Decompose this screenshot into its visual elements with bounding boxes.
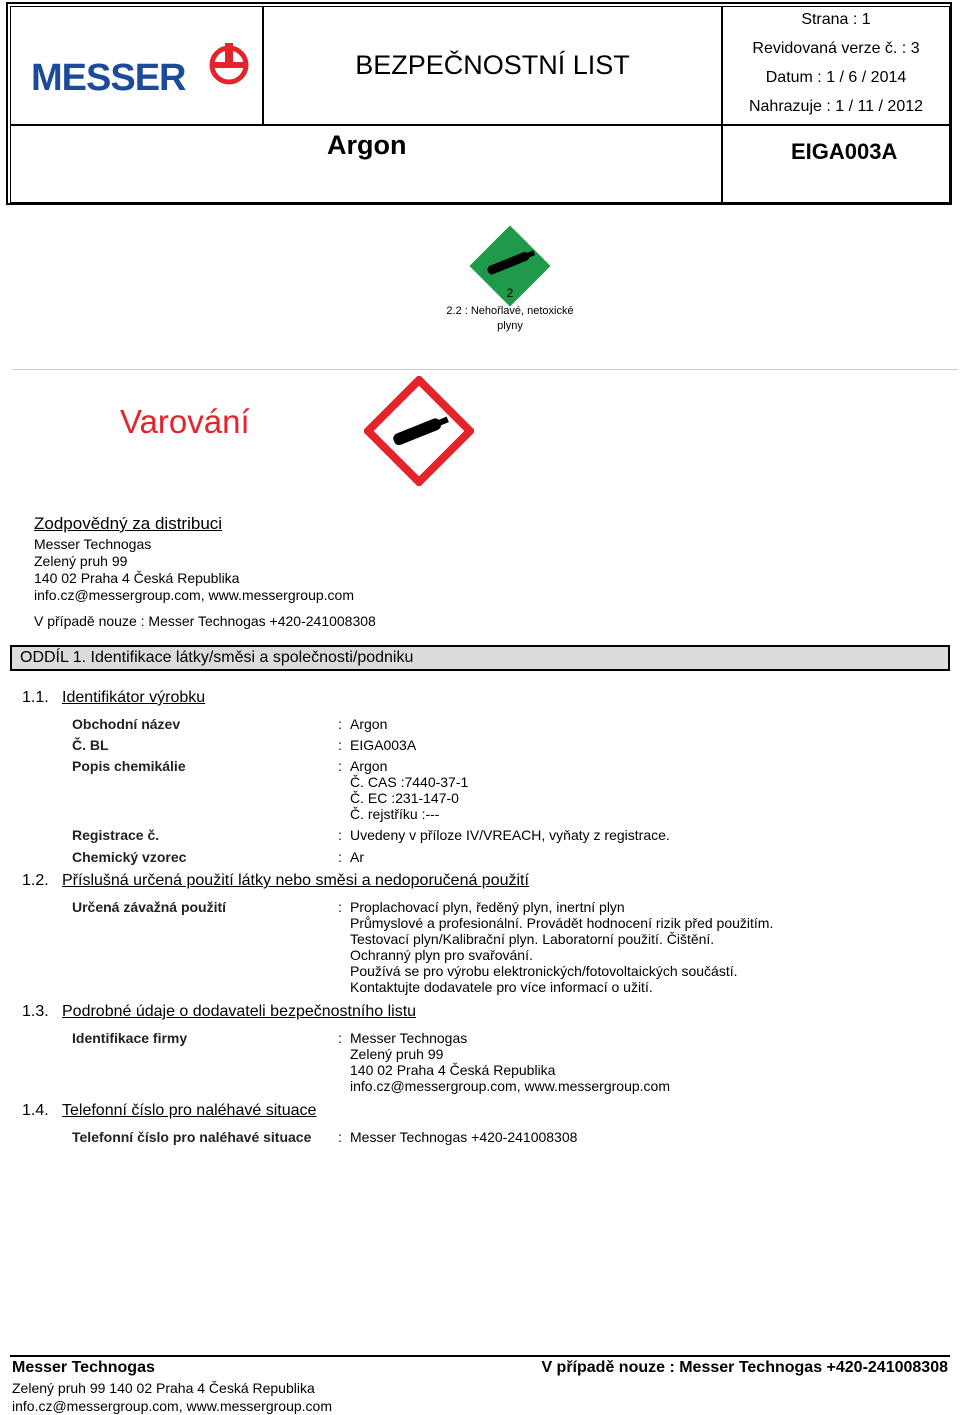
company-identification-value [350, 1030, 670, 1094]
chemical-description-line: Č. rejstříku :--- [350, 806, 440, 822]
registration-value: Uvedeny v příloze IV/VREACH, vyňaty z registrace. [350, 827, 670, 843]
sds-number-value: EIGA003A [350, 737, 417, 753]
messer-logo-text: MESSER [31, 57, 186, 99]
subsection-1-3 [22, 1003, 416, 1021]
subsection-title: Telefonní číslo pro naléhavé situace [62, 1102, 317, 1119]
footer-divider [10, 1355, 950, 1357]
product-name: Argon [327, 130, 407, 160]
company-line: 140 02 Praha 4 Česká Republika [350, 1062, 556, 1078]
transport-label-line1: 2.2 : Nehořlavé, netoxické [446, 305, 574, 317]
distributor-line: 140 02 Praha 4 Česká Republika [34, 570, 240, 586]
signal-word: Varování [120, 403, 250, 440]
subsection-number: 1.3. [22, 1003, 49, 1020]
colon: : [338, 716, 342, 732]
chemical-formula-label: Chemický vzorec [72, 849, 187, 865]
distributor-line: info.cz@messergroup.com, www.messergroup.com [34, 587, 354, 603]
chemical-description-line: Č. EC :231-147-0 [350, 790, 459, 806]
identified-uses-label: Určená závažná použití [72, 899, 227, 915]
registration-label: Registrace č. [72, 827, 160, 843]
company-line: Messer Technogas [350, 1030, 468, 1046]
colon: : [338, 827, 342, 843]
use-line: Kontaktujte dodavatele pro více informací o užití. [350, 979, 653, 995]
subsection-title: Podrobné údaje o dodavateli bezpečnostního listu [62, 1003, 417, 1020]
supersedes-date: Nahrazuje : 1 / 11 / 2012 [748, 98, 924, 115]
document-meta [722, 6, 950, 125]
footer-emergency: V případě nouze : Messer Technogas +420-241008308 [541, 1359, 948, 1376]
use-line: Průmyslové a profesionální. Provádět hodnocení rizik před použitím. [350, 915, 774, 931]
emergency-phone-label: Telefonní číslo pro naléhavé situace [72, 1129, 312, 1145]
company-identification-label: Identifikace firmy [72, 1030, 188, 1046]
chemical-description-value [350, 758, 468, 822]
colon: : [338, 849, 342, 865]
transport-label-line2: plyny [497, 320, 523, 332]
subsection-number: 1.2. [22, 872, 49, 889]
distributor-line: Messer Technogas [34, 536, 152, 552]
logo-cell [10, 6, 263, 125]
trade-name-value: Argon [350, 716, 388, 732]
subsection-title: Identifikátor výrobku [62, 689, 206, 706]
ghs-gas-cylinder-icon [364, 376, 474, 486]
colon: : [338, 1129, 342, 1145]
identified-uses-value [350, 899, 773, 995]
colon: : [338, 758, 342, 774]
use-line: Používá se pro výrobu elektronických/fotovoltaických součástí. [350, 963, 738, 979]
section-1-title: ODDÍL 1. Identifikace látky/směsi a společnosti/podniku [10, 645, 950, 671]
chemical-formula-value: Ar [350, 849, 364, 865]
footer-address: Zelený pruh 99 140 02 Praha 4 Česká Republika [12, 1380, 315, 1396]
footer-address-block [12, 1379, 332, 1415]
sds-number-label: Č. BL [72, 737, 109, 753]
colon: : [338, 737, 342, 753]
company-line: Zelený pruh 99 [350, 1046, 444, 1062]
subsection-title: Příslušná určená použití látky nebo směsi a nedoporučená použití [62, 872, 529, 889]
company-line: info.cz@messergroup.com, www.messergroup.com [350, 1078, 670, 1094]
emergency-contact: V případě nouze : Messer Technogas +420-241008308 [34, 613, 376, 629]
separator [12, 369, 958, 370]
document-title: BEZPEČNOSTNÍ LIST [263, 6, 722, 125]
chemical-description-line: Č. CAS :7440-37-1 [350, 774, 469, 790]
footer-web: info.cz@messergroup.com, www.messergroup.com [12, 1398, 332, 1414]
sds-header [6, 2, 952, 205]
product-name-cell [10, 125, 722, 203]
chemical-description-line: Argon [350, 758, 388, 774]
distributor-line: Zelený pruh 99 [34, 553, 128, 569]
use-line: Proplachovací plyn, ředěný plyn, inertní plyn [350, 899, 625, 915]
product-code-cell [722, 125, 950, 203]
distributor-heading: Zodpovědný za distribuci [34, 514, 223, 533]
colon: : [338, 1030, 342, 1046]
use-line: Testovací plyn/Kalibrační plyn. Laboratorní použití. Čištění. [350, 931, 715, 947]
transport-label [420, 304, 600, 334]
page-number: Strana : 1 [801, 11, 871, 28]
distributor-block [34, 512, 354, 604]
subsection-1-2 [22, 872, 529, 890]
issue-date: Datum : 1 / 6 / 2014 [765, 69, 907, 86]
colon: : [338, 899, 342, 915]
subsection-number: 1.4. [22, 1102, 49, 1119]
messer-logo-icon [209, 41, 249, 85]
subsection-number: 1.1. [22, 689, 49, 706]
transport-class-number: 2 [506, 286, 514, 300]
chemical-description-label: Popis chemikálie [72, 758, 186, 774]
use-line: Ochranný plyn pro svařování. [350, 947, 533, 963]
trade-name-label: Obchodní název [72, 716, 181, 732]
revision-number: Revidovaná verze č. : 3 [752, 40, 920, 57]
product-code: EIGA003A [791, 139, 898, 164]
emergency-phone-value: Messer Technogas +420-241008308 [350, 1129, 578, 1145]
subsection-1-4 [22, 1102, 316, 1120]
footer-company: Messer Technogas [12, 1359, 155, 1376]
subsection-1-1 [22, 689, 205, 707]
